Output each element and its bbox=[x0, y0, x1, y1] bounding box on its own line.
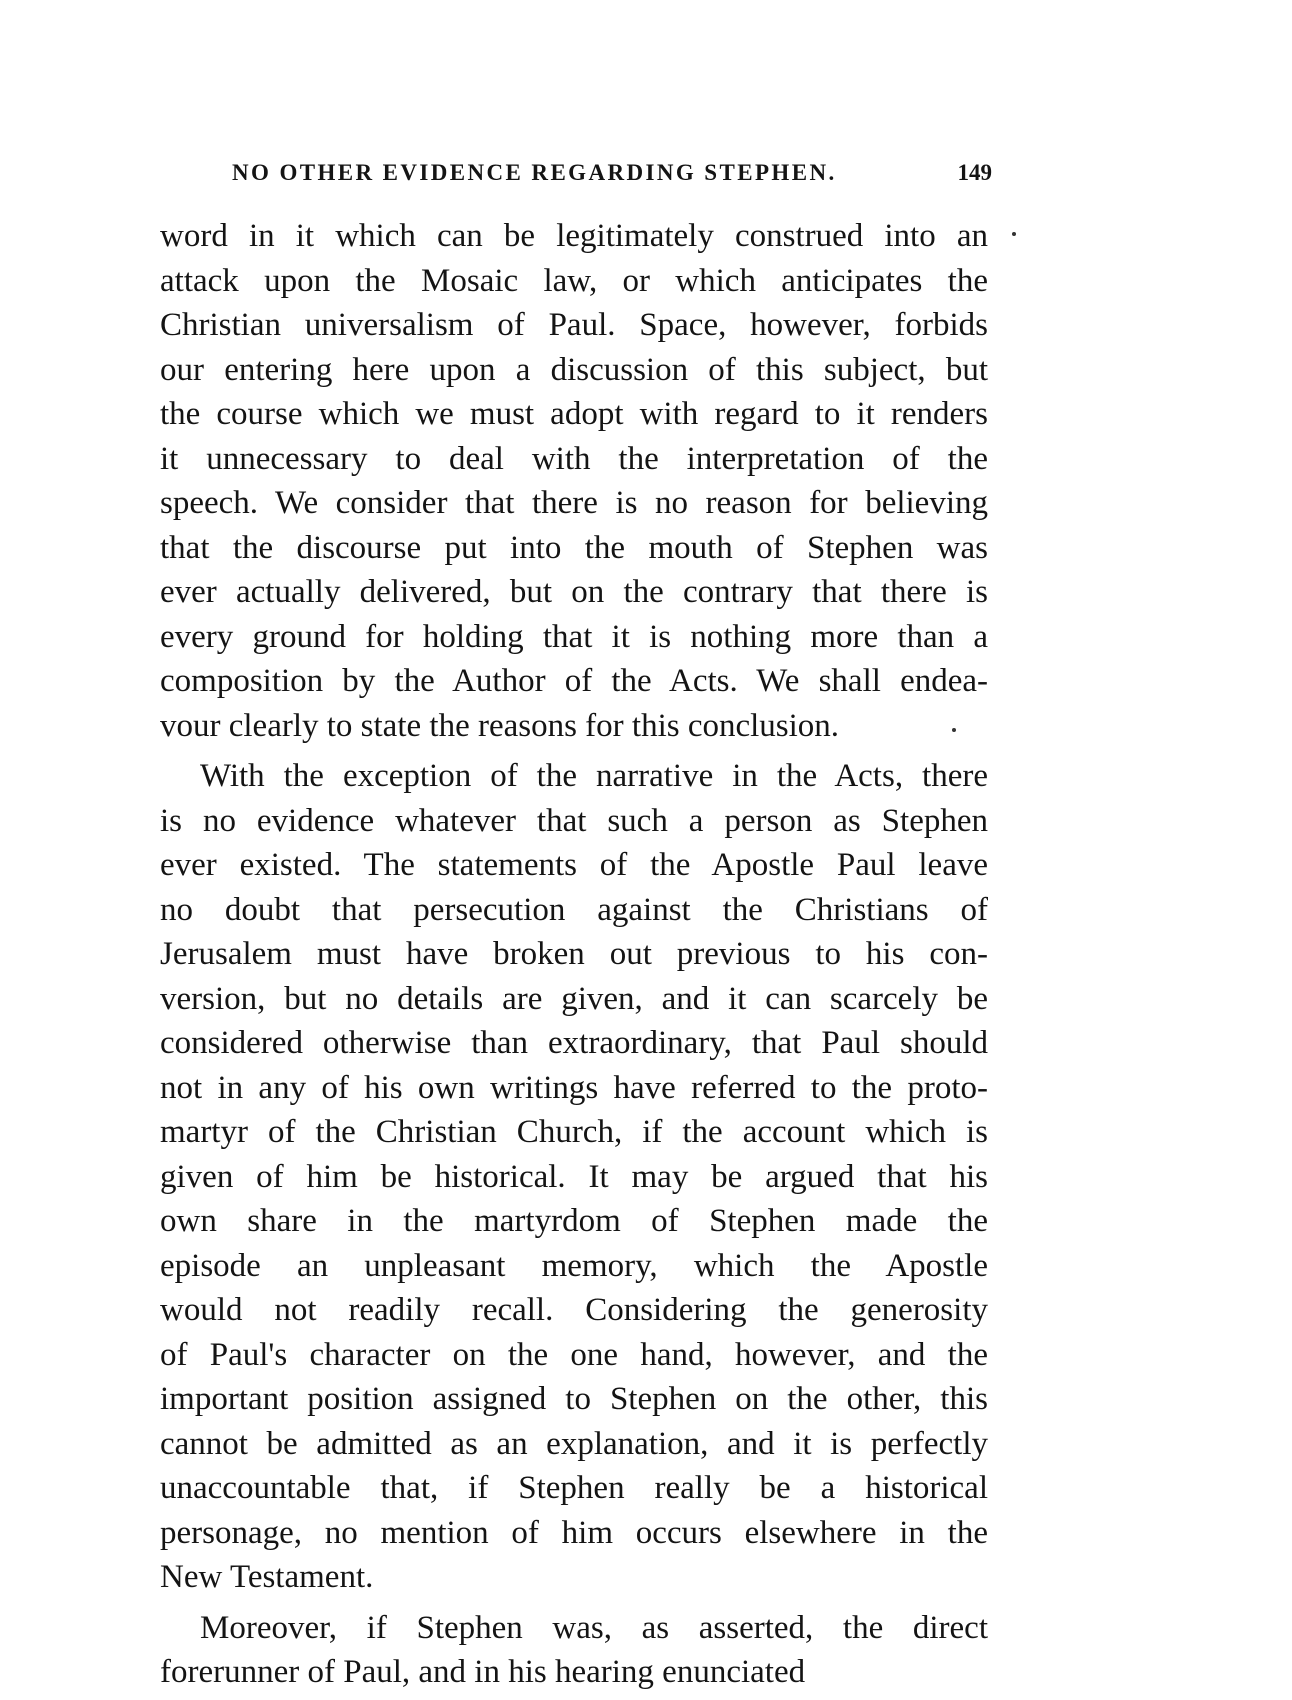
paragraph bbox=[160, 214, 988, 748]
text-line: attack upon the Mosaic law, or which anticipates the bbox=[160, 262, 988, 299]
text-line: vour clearly to state the reasons for this conclusion. bbox=[160, 707, 840, 744]
text-line: would not readily recall. Considering the generosity bbox=[160, 1292, 988, 1328]
stray-ink-mark bbox=[1012, 232, 1016, 236]
body-text bbox=[160, 214, 988, 1695]
text-line: every ground for holding that it is nothing more than a bbox=[160, 618, 988, 655]
text-line: important position assigned to Stephen on the other, this bbox=[160, 1381, 988, 1417]
text-line: word in it which can be legitimately construed into an bbox=[160, 218, 988, 254]
text-line: forerunner of Paul, and in his hearing enunciated bbox=[160, 1654, 806, 1690]
text-line: the course which we must adopt with regard to it renders bbox=[160, 396, 988, 432]
paragraph bbox=[160, 1606, 988, 1695]
text-line: of Paul's character on the one hand, however, and the bbox=[160, 1336, 988, 1373]
text-line: New Testament. bbox=[160, 1559, 374, 1595]
text-line: ever existed. The statements of the Apostle Paul leave bbox=[160, 847, 988, 883]
text-line: our entering here upon a discussion of this subject, but bbox=[160, 351, 988, 388]
text-line: episode an unpleasant memory, which the Apostle bbox=[160, 1247, 988, 1284]
running-head bbox=[232, 156, 992, 196]
text-line: Moreover, if Stephen was, as asserted, the direct bbox=[200, 1609, 988, 1646]
stray-ink-mark bbox=[952, 728, 956, 732]
text-line: With the exception of the narrative in the Acts, there bbox=[200, 758, 988, 794]
text-line: given of him be historical. It may be argued that his bbox=[160, 1158, 988, 1195]
text-line: ever actually delivered, but on the contrary that there is bbox=[160, 574, 988, 610]
text-line: personage, no mention of him occurs elsewhere in the bbox=[160, 1514, 988, 1551]
text-line: Christian universalism of Paul. Space, however, forbids bbox=[160, 307, 988, 343]
text-line: considered otherwise than extraordinary, that Paul should bbox=[160, 1025, 988, 1061]
text-line: martyr of the Christian Church, if the account which is bbox=[160, 1114, 988, 1150]
text-line: own share in the martyrdom of Stephen made the bbox=[160, 1203, 988, 1239]
text-line: Jerusalem must have broken out previous to his con- bbox=[160, 936, 988, 972]
text-line: is no evidence whatever that such a person as Stephen bbox=[160, 802, 988, 839]
text-line: no doubt that persecution against the Christians of bbox=[160, 891, 988, 928]
running-title: NO OTHER EVIDENCE REGARDING STEPHEN. bbox=[232, 160, 837, 185]
text-line: version, but no details are given, and it can scarcely be bbox=[160, 980, 988, 1017]
page-number: 149 bbox=[957, 160, 992, 185]
text-line: unaccountable that, if Stephen really be a historical bbox=[160, 1470, 988, 1506]
text-line: cannot be admitted as an explanation, and it is perfectly bbox=[160, 1425, 988, 1462]
text-line: composition by the Author of the Acts. We shall endea- bbox=[160, 663, 988, 699]
paragraph bbox=[160, 754, 988, 1600]
text-line: it unnecessary to deal with the interpretation of the bbox=[160, 440, 988, 477]
text-line: not in any of his own writings have referred to the proto- bbox=[160, 1069, 988, 1106]
text-line: that the discourse put into the mouth of Stephen was bbox=[160, 529, 988, 566]
text-line: speech. We consider that there is no reason for believing bbox=[160, 485, 988, 521]
